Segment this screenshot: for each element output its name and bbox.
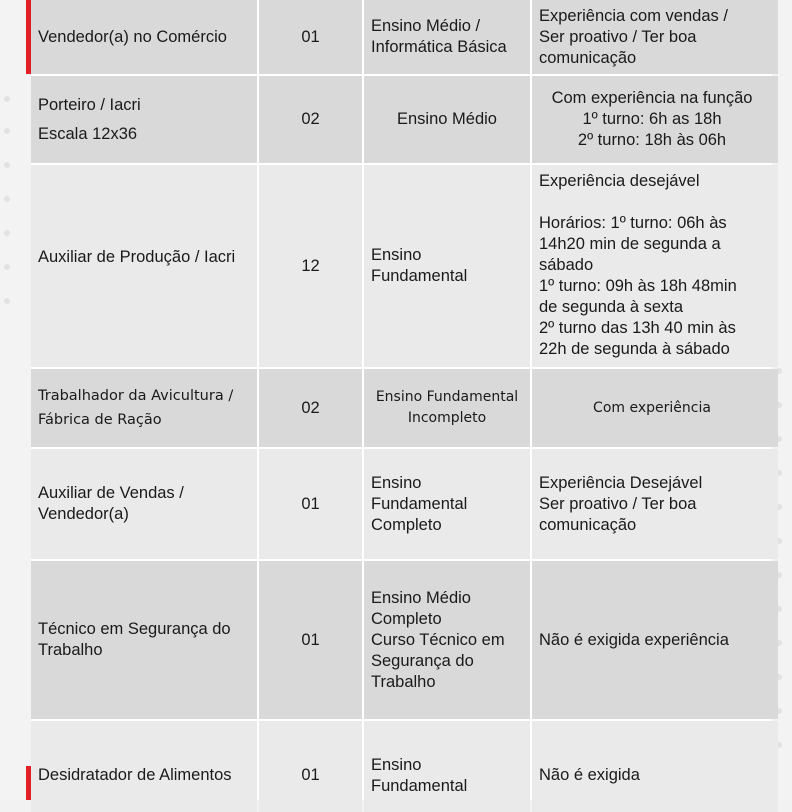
education-cell: Ensino Médio [364,76,530,163]
requirements-cell: Com experiência [532,369,778,447]
vacancies-cell: 01 [259,0,362,74]
requirements-cell: Não é exigida experiência [532,561,778,719]
job-title-cell: Auxiliar de Produção / Iacri [31,165,257,367]
requirements-cell: Não é exigida [532,721,778,812]
dot [4,230,10,236]
decorative-dots-right [776,0,790,800]
job-title-cell: Auxiliar de Vendas / Vendedor(a) [31,449,257,559]
dot [4,96,10,102]
vacancies-cell: 01 [259,449,362,559]
dot [4,264,10,270]
job-title-cell: Técnico em Segurança do Trabalho [31,561,257,719]
vacancies-cell: 01 [259,561,362,719]
education-cell: Ensino Fundamental [364,721,530,812]
job-title-cell: Vendedor(a) no Comércio [31,0,257,74]
requirements-cell: Experiência Desejável Ser proativo / Ter boa comunicação [532,449,778,559]
requirements-cell: Experiência desejável Horários: 1º turno: 06h às 14h20 min de segunda a sábado 1º turno: 09h às 18h 48min de segunda à sexta 2º turno das 13h 40 min às 22h de segunda à sábado [532,165,778,367]
vacancies-cell: 01 [259,721,362,812]
education-cell: Ensino Médio / Informática Básica [364,0,530,74]
education-cell: Ensino Fundamental Completo [364,449,530,559]
requirements-cell: Experiência com vendas / Ser proativo / Ter boa comunicação [532,0,778,74]
education-cell: Ensino Médio Completo Curso Técnico em Segurança do Trabalho [364,561,530,719]
requirements-cell: Com experiência na função 1º turno: 6h as 18h 2º turno: 18h às 06h [532,76,778,163]
vacancies-cell: 02 [259,369,362,447]
dot [4,298,10,304]
job-openings-table [31,0,772,800]
dot [4,128,10,134]
job-title-cell: Porteiro / Iacri Escala 12x36 [31,76,257,163]
vacancies-cell: 02 [259,76,362,163]
dot [4,196,10,202]
job-title-cell: Trabalhador da Avicultura / Fábrica de Ração [31,369,257,447]
decorative-dots-left [4,0,18,800]
dot [4,162,10,168]
education-cell: Ensino Fundamental [364,165,530,367]
education-cell: Ensino Fundamental Incompleto [364,369,530,447]
job-title-cell: Desidratador de Alimentos [31,721,257,812]
vacancies-cell: 12 [259,165,362,367]
